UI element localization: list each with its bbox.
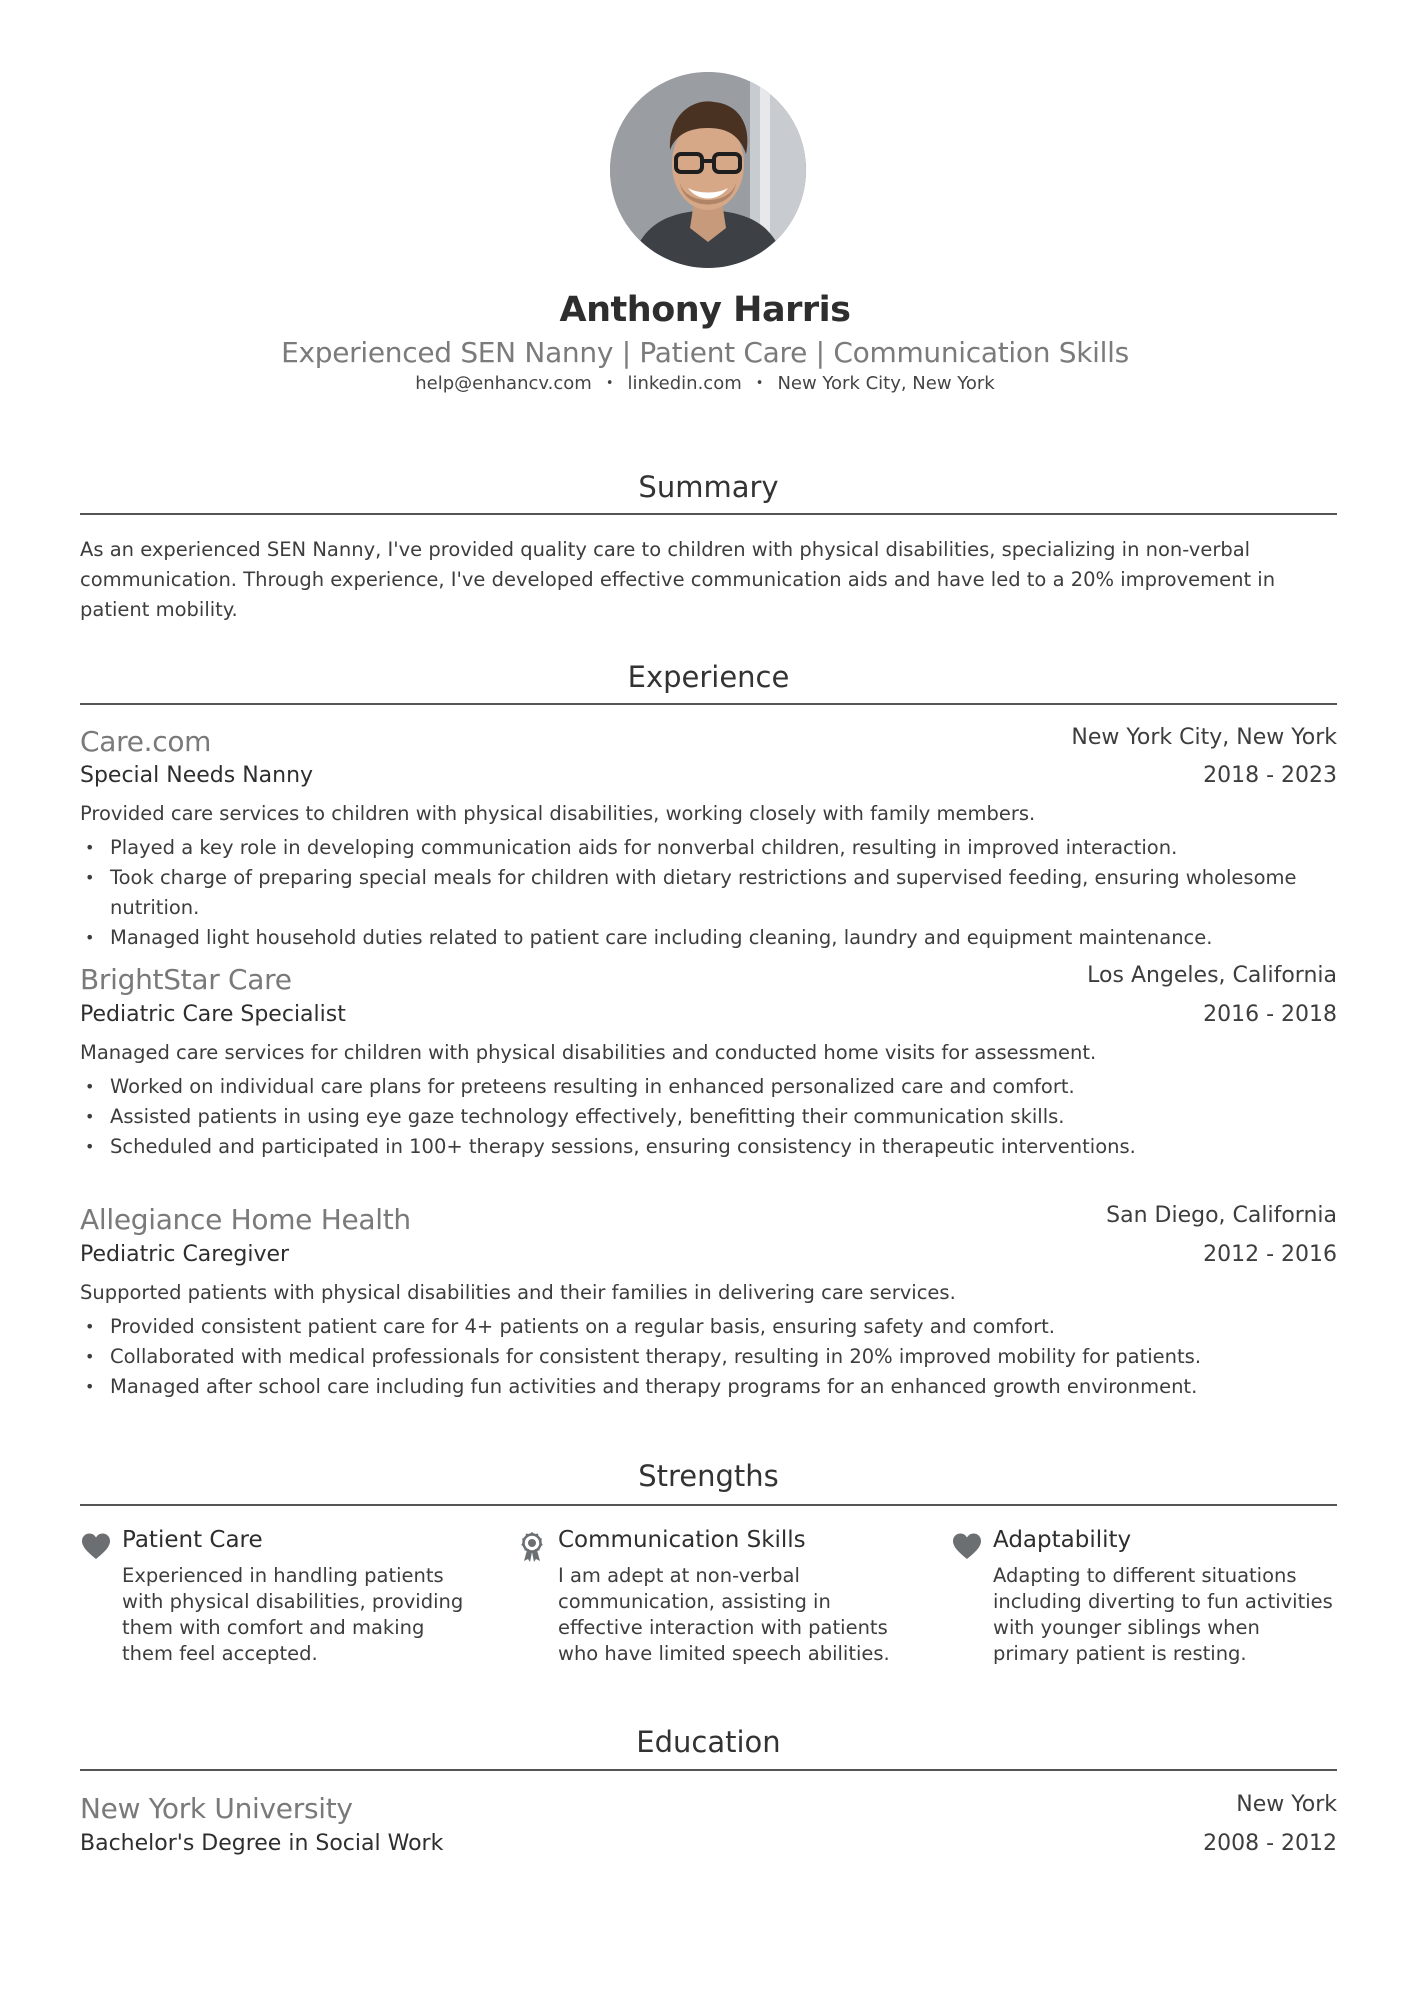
list-item: • Collaborated with medical professionals for consistent therapy, resulting in 20% improved mobility for patients.: [85, 1345, 1202, 1368]
job-bullets: [80, 1072, 1337, 1162]
list-item: • Managed light household duties related to patient care including cleaning, laundry and equipment maintenance.: [85, 926, 1213, 949]
section-divider: [80, 703, 1337, 705]
contact-separator: •: [605, 376, 614, 391]
summary-heading: Summary: [638, 470, 779, 504]
job-description: Supported patients with physical disabilities and their families in delivering care services.: [80, 1281, 956, 1304]
list-item: • Scheduled and participated in 100+ therapy sessions, ensuring consistency in therapeutic interventions.: [85, 1135, 1136, 1158]
profile-photo: [610, 72, 806, 268]
list-item: • Managed after school care including fun activities and therapy programs for an enhanced growth environment.: [85, 1375, 1198, 1398]
job-role: Pediatric Caregiver: [80, 1242, 290, 1267]
education-school: New York University: [80, 1792, 353, 1825]
summary-text: As an experienced SEN Nanny, I've provided quality care to children with physical disabilities, specializing in non-verbal communication. Through experience, I've developed effective communication aids and have led to a 20% improvement in patient mobility.: [80, 538, 1276, 621]
strength-description: Adapting to different situations including diverting to fun activities with younger siblings when primary patient is resting.: [993, 1564, 1333, 1665]
strengths-heading: Strengths: [638, 1459, 779, 1493]
strength-title: Adaptability: [993, 1527, 1132, 1553]
list-item: • Assisted patients in using eye gaze technology effectively, benefitting their communication skills.: [85, 1105, 1065, 1128]
contact-email[interactable]: help@enhancv.com: [415, 373, 592, 394]
experience-heading: Experience: [627, 660, 790, 694]
job-dates: 2012 - 2016: [1203, 1242, 1337, 1267]
job-dates: 2016 - 2018: [1203, 1002, 1337, 1027]
job-dates: 2018 - 2023: [1203, 763, 1337, 788]
strength-description: Experienced in handling patients with physical disabilities, providing them with comfort and making them feel accepted.: [122, 1564, 464, 1665]
section-divider: [80, 1504, 1337, 1506]
job-description: Provided care services to children with physical disabilities, working closely with family members.: [80, 802, 1036, 825]
strength-title: Patient Care: [122, 1527, 263, 1553]
education-heading: Education: [636, 1725, 781, 1759]
heart-icon: [80, 1531, 112, 1563]
job-bullets: [80, 1312, 1337, 1402]
strength-title: Communication Skills: [558, 1527, 806, 1553]
job-bullets: [80, 833, 1337, 953]
education-dates: 2008 - 2012: [1203, 1831, 1337, 1856]
job-company: Care.com: [80, 725, 212, 758]
section-divider: [80, 1769, 1337, 1771]
list-item: • Played a key role in developing communication aids for nonverbal children, resulting in improved interaction.: [85, 836, 1178, 859]
candidate-name: Anthony Harris: [559, 290, 851, 330]
job-location: New York City, New York: [1071, 725, 1337, 750]
job-company: BrightStar Care: [80, 963, 292, 996]
list-item: • Took charge of preparing special meals for children with dietary restrictions and supervised feeding, ensuring wholesome nutrition.: [85, 866, 1297, 919]
award-ribbon-icon: [516, 1531, 548, 1563]
avatar-illustration: [610, 72, 806, 268]
candidate-headline: Experienced SEN Nanny | Patient Care | Communication Skills: [281, 336, 1129, 369]
contact-separator: •: [755, 376, 764, 391]
education-location: New York: [1236, 1792, 1337, 1817]
list-item: • Provided consistent patient care for 4+ patients on a regular basis, ensuring safety and comfort.: [85, 1315, 1055, 1338]
list-item: • Worked on individual care plans for preteens resulting in enhanced personalized care and comfort.: [85, 1075, 1075, 1098]
strength-description: I am adept at non-verbal communication, assisting in effective interaction with patients who have limited speech abilities.: [558, 1564, 890, 1665]
contact-line: [0, 373, 1410, 394]
job-description: Managed care services for children with physical disabilities and conducted home visits for assessment.: [80, 1041, 1097, 1064]
job-role: Special Needs Nanny: [80, 763, 314, 788]
heart-icon: [951, 1531, 983, 1563]
job-company: Allegiance Home Health: [80, 1203, 411, 1236]
section-divider: [80, 513, 1337, 515]
education-degree: Bachelor's Degree in Social Work: [80, 1831, 444, 1856]
job-location: San Diego, California: [1106, 1203, 1337, 1228]
contact-location: New York City, New York: [777, 373, 995, 394]
job-role: Pediatric Care Specialist: [80, 1002, 346, 1027]
contact-linkedin[interactable]: linkedin.com: [627, 373, 742, 394]
job-location: Los Angeles, California: [1087, 963, 1337, 988]
